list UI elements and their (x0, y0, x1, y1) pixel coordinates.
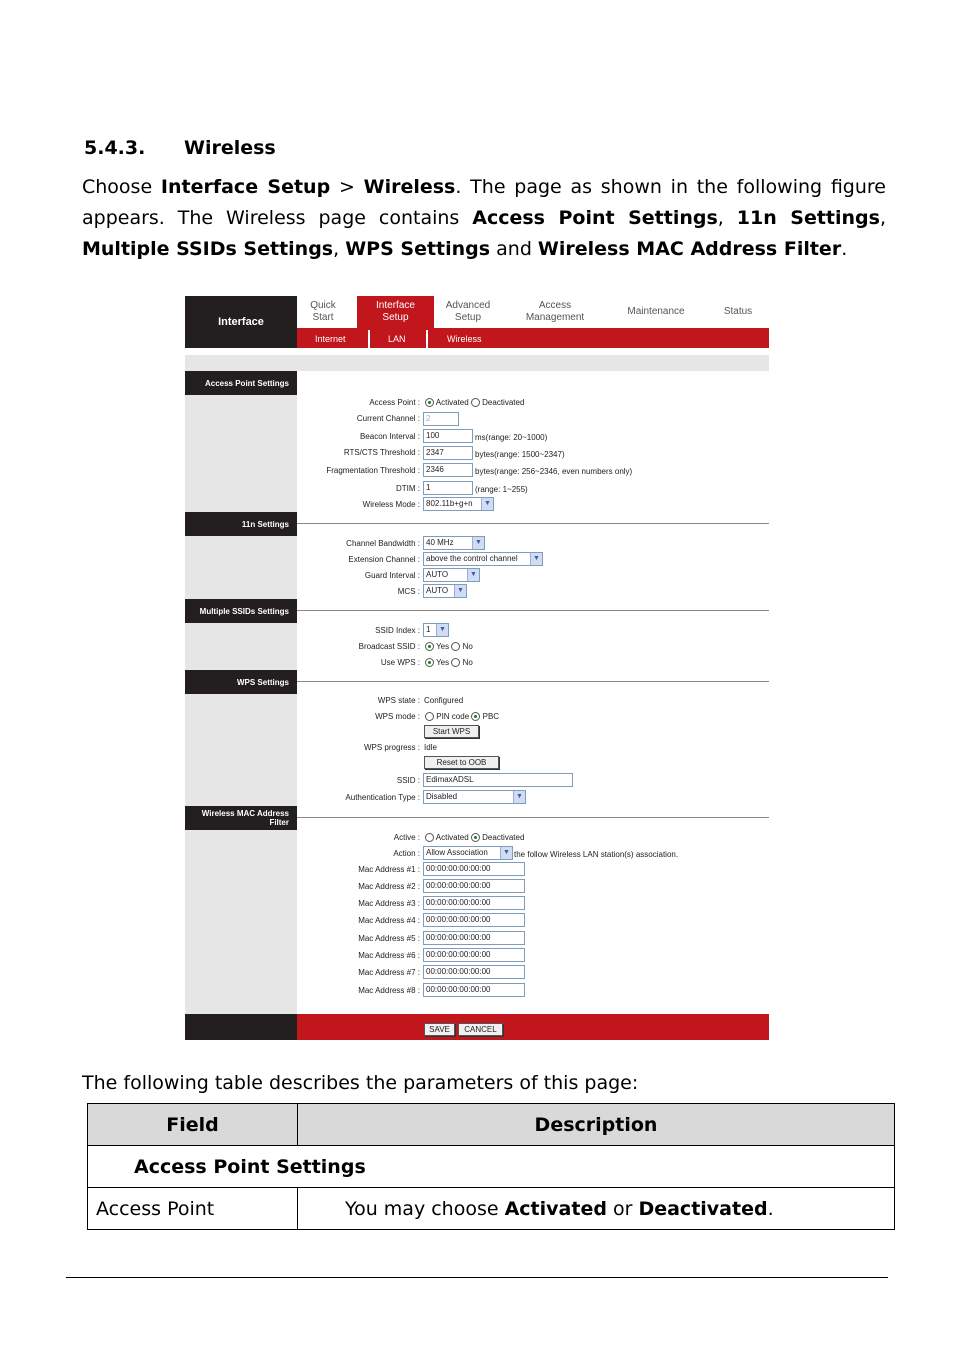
submenu-lan[interactable]: LAN (388, 334, 406, 344)
access-point-label: Access Point : (369, 398, 420, 407)
mcs-label: MCS : (397, 587, 420, 596)
mac-address-field[interactable]: 00:00:00:00:00:00 (423, 948, 525, 962)
mac-address-label: Mac Address #8 : (358, 986, 420, 995)
mac-address-label: Mac Address #1 : (358, 865, 420, 874)
ssid-index-value: 1 (426, 625, 431, 634)
channel-bandwidth-value: 40 MHz (426, 538, 454, 547)
wps-state-label: WPS state : (377, 696, 420, 705)
reset-to-oob-button[interactable]: Reset to OOB (424, 756, 499, 769)
intro-text: Choose (82, 176, 161, 198)
save-button[interactable]: SAVE (424, 1023, 455, 1036)
header-field: Field (88, 1104, 298, 1146)
submenu-divider (368, 330, 370, 348)
table-row (88, 1188, 895, 1230)
authentication-type-select[interactable] (423, 790, 526, 804)
logo-box: Interface (185, 296, 297, 348)
table-header-row (88, 1104, 895, 1146)
mac-action-label: Action : (393, 849, 420, 858)
mac-address-field[interactable]: 00:00:00:00:00:00 (423, 896, 525, 910)
cancel-button[interactable]: CANCEL (458, 1023, 503, 1036)
desc-bold: Activated (504, 1197, 607, 1220)
wps-mode-radio-group (425, 712, 499, 721)
extension-channel-select[interactable] (423, 552, 543, 566)
fragmentation-threshold-note: bytes(range: 256~2346, even numbers only) (475, 467, 633, 476)
wps-progress-value: Idle (424, 743, 437, 752)
menu-interface-setup[interactable]: Interface Setup (357, 296, 434, 328)
extension-channel-label: Extension Channel : (348, 555, 420, 564)
mac-address-label: Mac Address #2 : (358, 882, 420, 891)
beacon-interval-note: ms(range: 20~1000) (475, 433, 548, 442)
wireless-mode-value: 802.11b+g+n (426, 499, 473, 508)
mac-address-label: Mac Address #5 : (358, 934, 420, 943)
footer-left (185, 1014, 297, 1040)
mac-activated-radio[interactable] (425, 833, 434, 842)
authentication-type-label: Authentication Type : (345, 793, 420, 802)
mac-address-label: Mac Address #4 : (358, 916, 420, 925)
mac-address-field[interactable]: 00:00:00:00:00:00 (423, 862, 525, 876)
broadcast-ssid-label: Broadcast SSID : (358, 642, 420, 651)
section-wps-settings: WPS Settings (185, 670, 297, 694)
chevron-down-icon: ▼ (481, 498, 493, 510)
desc-bold: Deactivated (638, 1197, 768, 1220)
intro-text: > (330, 176, 364, 198)
menu-maintenance[interactable]: Maintenance (627, 306, 685, 317)
wps-progress-label: WPS progress : (363, 743, 420, 752)
row-description (298, 1188, 895, 1230)
intro-text: . (841, 238, 848, 260)
menu-access-management[interactable]: Access Management (525, 300, 585, 323)
channel-bandwidth-select[interactable] (423, 536, 485, 550)
desc-text: . (767, 1197, 774, 1220)
table-caption: The following table describes the parameters of this page: (82, 1072, 639, 1094)
deactivated-label: Deactivated (482, 833, 525, 842)
deactivated-radio[interactable] (471, 398, 480, 407)
fragmentation-threshold-field[interactable]: 2346 (423, 463, 473, 477)
use-wps-no-radio[interactable] (451, 658, 460, 667)
extension-channel-value: above the control channel (426, 554, 518, 563)
intro-bold: Wireless MAC Address Filter (537, 238, 842, 260)
submenu-divider (426, 330, 428, 348)
mcs-value: AUTO (426, 586, 449, 595)
no-label: No (462, 642, 473, 651)
guard-interval-label: Guard Interval : (364, 571, 420, 580)
section-divider (297, 610, 769, 611)
chevron-down-icon: ▼ (513, 791, 525, 803)
ssid-field[interactable]: EdimaxADSL (423, 773, 573, 787)
mcs-select[interactable] (423, 584, 467, 598)
intro-paragraph (82, 172, 886, 265)
guard-interval-select[interactable] (423, 568, 480, 582)
use-wps-radio-group (425, 658, 473, 667)
chevron-down-icon: ▼ (454, 585, 466, 597)
yes-label: Yes (436, 658, 450, 667)
dtim-field[interactable]: 1 (423, 481, 473, 495)
section-multiple-ssids-settings: Multiple SSIDs Settings (185, 599, 297, 623)
rts-threshold-label: RTS/CTS Threshold : (343, 448, 420, 457)
dtim-note: (range: 1~255) (475, 485, 528, 494)
section-row-title: Access Point Settings (88, 1146, 895, 1188)
intro-text: , (879, 207, 886, 229)
authentication-type-value: Disabled (426, 792, 458, 801)
rts-threshold-note: bytes(range: 1500~2347) (475, 450, 565, 459)
table-section-row (88, 1146, 895, 1188)
intro-bold: WPS Settings (345, 238, 491, 260)
current-channel-field[interactable]: 2 (423, 412, 459, 426)
guard-interval-value: AUTO (426, 570, 449, 579)
submenu-internet[interactable]: Internet (315, 334, 346, 344)
current-channel-label: Current Channel : (356, 414, 420, 423)
mac-address-field[interactable]: 00:00:00:00:00:00 (423, 965, 525, 979)
mac-address-label: Mac Address #7 : (358, 968, 420, 977)
beacon-interval-label: Beacon Interval : (359, 432, 420, 441)
start-wps-button[interactable]: Start WPS (424, 725, 479, 738)
menu-quick-start[interactable]: Quick Start (310, 300, 336, 323)
footer-bar (297, 1014, 769, 1040)
mac-address-label: Mac Address #6 : (358, 951, 420, 960)
activated-label: Activated (435, 398, 469, 407)
rts-threshold-field[interactable]: 2347 (423, 446, 473, 460)
section-divider (297, 681, 769, 682)
chevron-down-icon: ▼ (436, 624, 448, 636)
deactivated-label: Deactivated (482, 398, 525, 407)
mac-active-radio-group (425, 833, 524, 842)
ssid-label: SSID : (396, 776, 420, 785)
chevron-down-icon: ▼ (472, 537, 484, 549)
section-heading (84, 137, 276, 159)
section-title: Wireless (184, 137, 276, 159)
submenu-wireless[interactable]: Wireless (447, 334, 482, 344)
wireless-settings-screenshot (185, 296, 769, 1040)
header-description: Description (298, 1104, 895, 1146)
section-wireless-mac-address-filter: Wireless MAC Address Filter (185, 806, 297, 830)
section-divider (297, 817, 769, 818)
fragmentation-threshold-label: Fragmentation Threshold : (326, 466, 420, 475)
mac-address-field[interactable]: 00:00:00:00:00:00 (423, 931, 525, 945)
page-footer-rule (66, 1277, 888, 1278)
no-label: No (462, 658, 473, 667)
intro-text: , (717, 207, 737, 229)
pbc-radio[interactable] (471, 712, 480, 721)
intro-text: . The page as shown in the following figure appears. The Wireless page contains (82, 176, 886, 229)
mac-address-field[interactable]: 00:00:00:00:00:00 (423, 879, 525, 893)
chevron-down-icon: ▼ (467, 569, 479, 581)
section-divider (297, 523, 769, 524)
section-access-point-settings: Access Point Settings (185, 371, 297, 395)
intro-text: and (490, 238, 538, 260)
mac-address-label: Mac Address #3 : (358, 899, 420, 908)
intro-bold: 11n Settings (736, 207, 880, 229)
activated-label: Activated (435, 833, 469, 842)
pin-code-radio[interactable] (425, 712, 434, 721)
ssid-index-label: SSID Index : (375, 626, 420, 635)
activated-radio[interactable] (425, 398, 434, 407)
mac-action-note: the follow Wireless LAN station(s) association. (514, 850, 679, 859)
menu-advanced-setup[interactable]: Advanced Setup (445, 300, 491, 323)
mac-address-field[interactable]: 00:00:00:00:00:00 (423, 983, 525, 997)
use-wps-yes-radio[interactable] (425, 658, 434, 667)
intro-bold: Wireless (363, 176, 456, 198)
desc-text: or (606, 1197, 639, 1220)
beacon-interval-field[interactable]: 100 (423, 429, 473, 443)
mac-active-label: Active : (393, 833, 420, 842)
use-wps-label: Use WPS : (380, 658, 420, 667)
broadcast-yes-radio[interactable] (425, 642, 434, 651)
pin-code-label: PIN code (436, 712, 470, 721)
broadcast-no-radio[interactable] (451, 642, 460, 651)
chevron-down-icon: ▼ (500, 847, 512, 859)
intro-text: , (333, 238, 346, 260)
ssid-index-select[interactable] (423, 623, 449, 637)
channel-bandwidth-label: Channel Bandwidth : (346, 539, 420, 548)
wireless-mode-label: Wireless Mode : (362, 500, 420, 509)
mac-address-field[interactable]: 00:00:00:00:00:00 (423, 913, 525, 927)
wireless-mode-select[interactable] (423, 497, 494, 511)
broadcast-ssid-radio-group (425, 642, 473, 651)
parameter-table (87, 1103, 895, 1230)
menu-status[interactable]: Status (723, 306, 753, 317)
mac-action-value: Allow Association (426, 848, 488, 857)
intro-bold: Access Point Settings (472, 207, 718, 229)
mac-deactivated-radio[interactable] (471, 833, 480, 842)
dtim-label: DTIM : (396, 484, 420, 493)
wps-mode-label: WPS mode : (375, 712, 420, 721)
row-field: Access Point (88, 1188, 298, 1230)
desc-text: You may choose (345, 1197, 505, 1220)
yes-label: Yes (436, 642, 450, 651)
pbc-label: PBC (482, 712, 500, 721)
wps-state-value: Configured (424, 696, 464, 705)
chevron-down-icon: ▼ (530, 553, 542, 565)
section-number: 5.4.3. (84, 137, 146, 159)
header-strip (185, 355, 769, 371)
intro-bold: Multiple SSIDs Settings (82, 238, 334, 260)
section-11n-settings: 11n Settings (185, 512, 297, 536)
intro-bold: Interface Setup (160, 176, 331, 198)
access-point-radio-group (425, 398, 524, 407)
mac-action-select[interactable] (423, 846, 513, 860)
